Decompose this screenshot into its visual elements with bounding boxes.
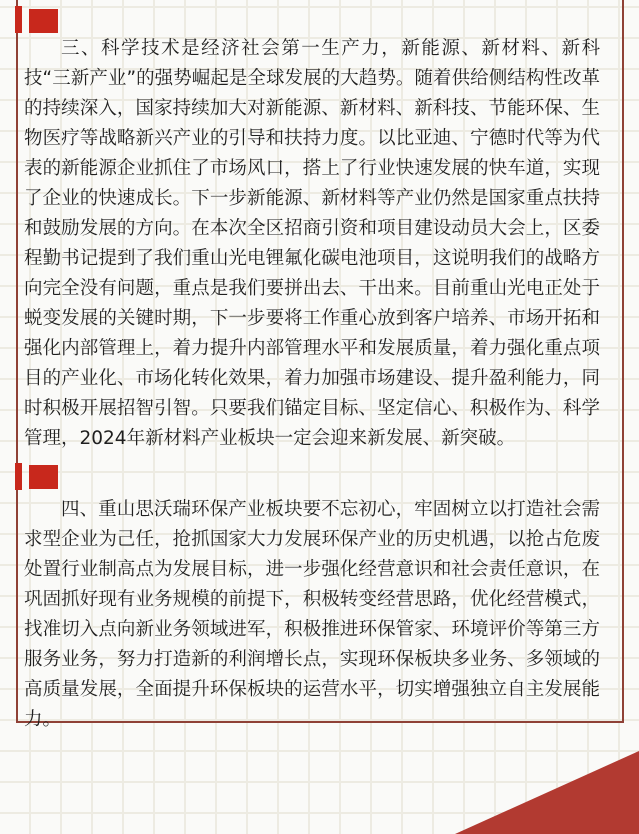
marker-bar-icon bbox=[15, 6, 22, 33]
paragraph-section-three: 三、科学技术是经济社会第一生产力，新能源、新材料、新科技“三新产业”的强势崛起是全球发展的大趋势。随着供给侧结构性改革的持续深入，国家持续加大对新能源、新材料、新科技、节能环保、生物医疗等战略新兴产业的引导和扶持力度。以比亚迪、宁德时代等为代表的新能源企业抓住了市场风口，搭上了行业快速发展的快车道，实现了企业的快速成长。下一步新能源、新材料等产业仍然是国家重点扶持和鼓励发展的方向。在本次全区招商引资和项目建设动员大会上，区委程勤书记提到了我们重山光电锂氟化碳电池项目，这说明我们的战略方向完全没有问题，重点是我们要拼出去、干出来。目前重山光电正处于蜕变发展的关键时期，下一步要将工作重心放到客户培养、市场开拓和强化内部管理上，着力提升内部管理水平和发展质量，着力强化重点项目的产业化、市场化转化效果，着力加强市场建设、提升盈利能力，同时积极开展招智引智。只要我们锚定目标、坚定信心、积极作为、科学管理，2024年新材料产业板块一定会迎来新发展、新突破。 bbox=[24, 38, 600, 449]
marker-square-icon bbox=[29, 465, 58, 489]
marker-bar-icon bbox=[15, 463, 22, 490]
corner-triangle-decoration-icon bbox=[455, 751, 639, 834]
marker-square-icon bbox=[29, 9, 58, 33]
paragraph-section-four: 四、重山思沃瑞环保产业板块要不忘初心，牢固树立以打造社会需求型企业为己任，抢抓国家大力发展环保产业的历史机遇，以抢占危废处置行业制高点为发展目标，进一步强化经营意识和社会责任意识，在巩固抓好现有业务规模的前提下，积极转变经营思路，优化经营模式，找准切入点向新业务领域进军，积极推进环保管家、环境评价等第三方服务业务，努力打造新的利润增长点，实现环保板块多业务、多领域的高质量发展，全面提升环保板块的运营水平，切实增强独立自主发展能力。 bbox=[24, 499, 600, 730]
